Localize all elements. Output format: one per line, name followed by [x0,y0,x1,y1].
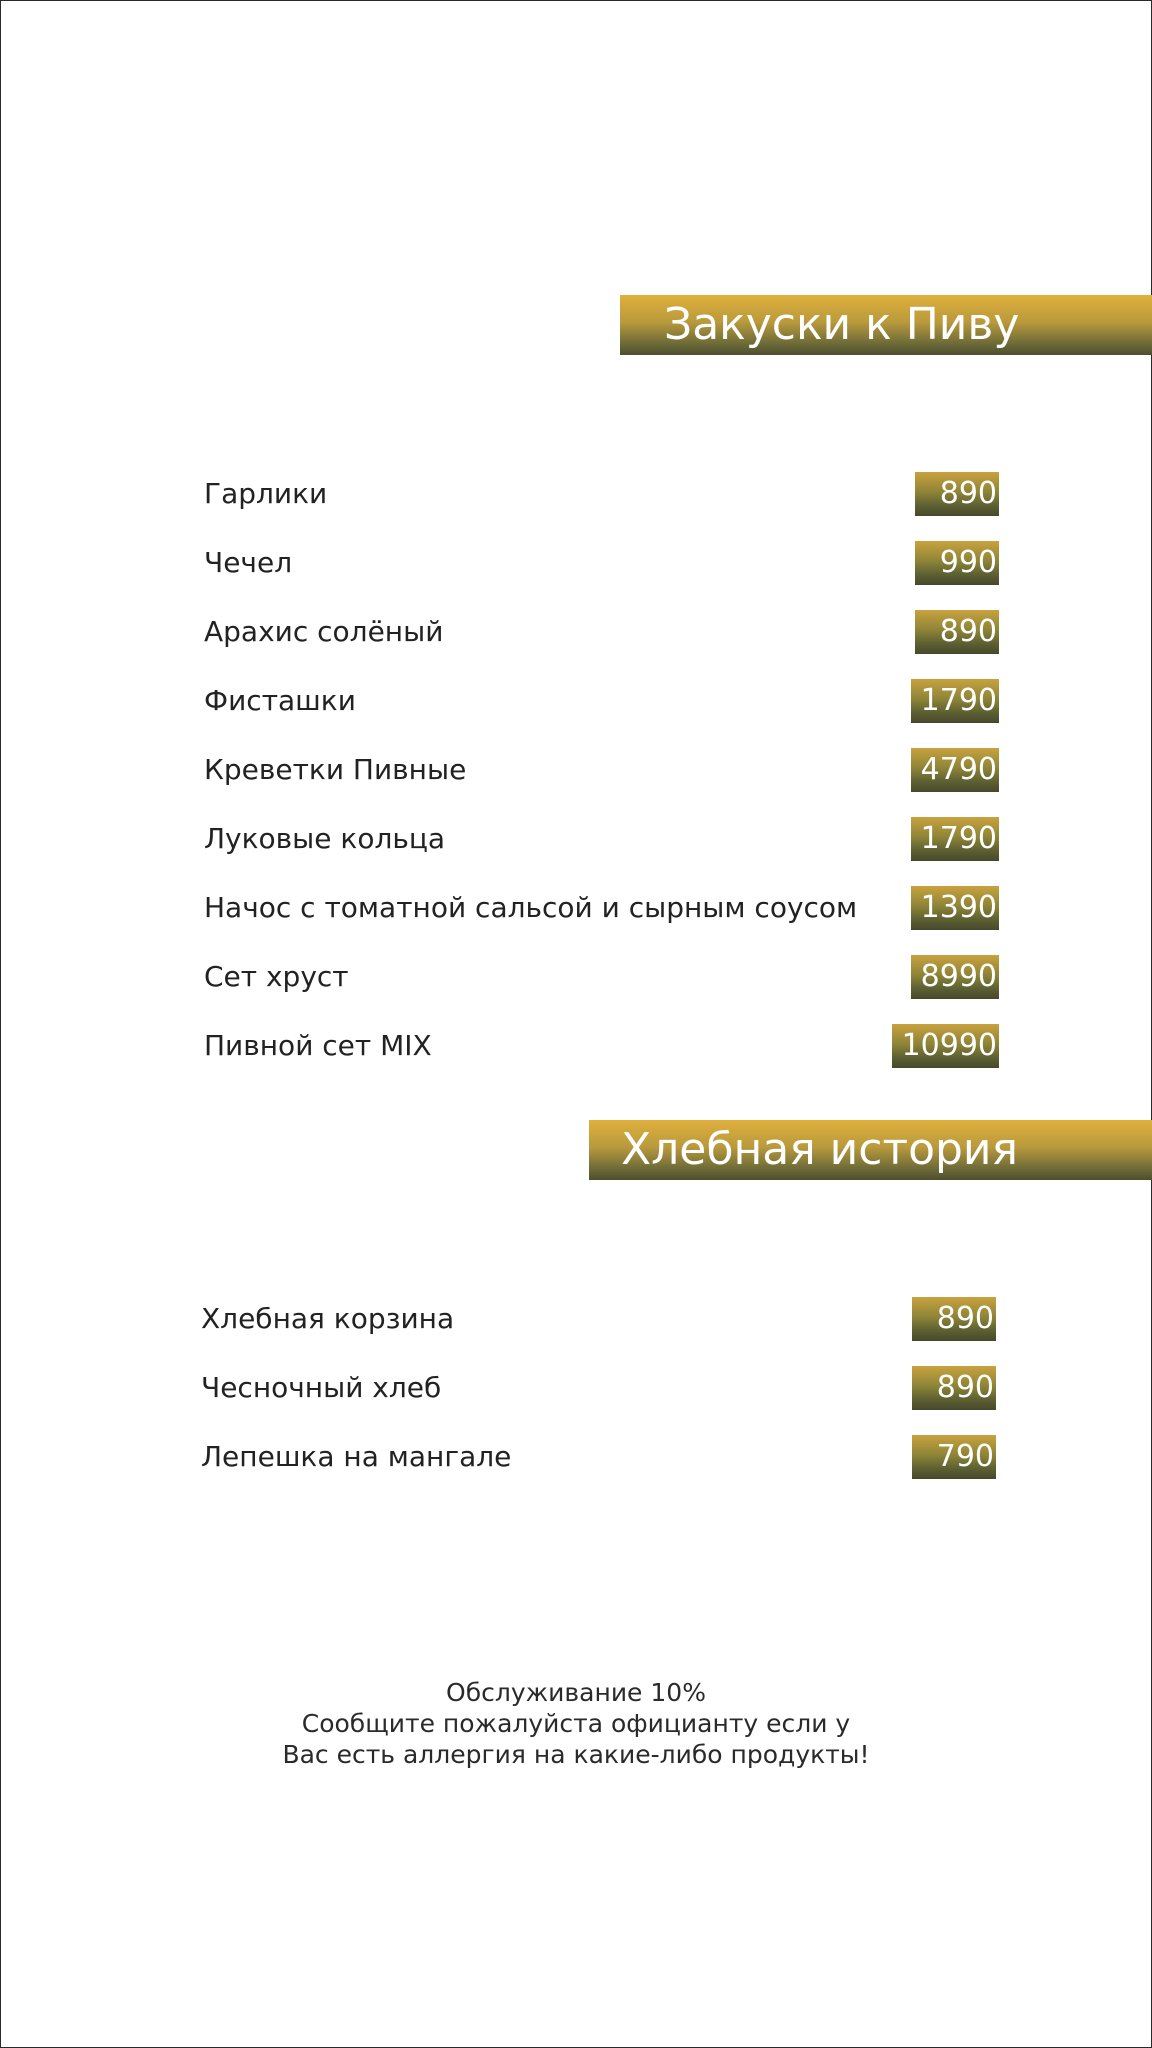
dish-price: 890 [912,1366,996,1410]
allergy-note-line-2: Вас есть аллергия на какие-либо продукты! [282,1740,870,1769]
menu-item [201,1435,996,1504]
menu-item [204,1024,999,1093]
menu-item [201,1366,996,1435]
menu-item [204,610,999,679]
dish-price: 890 [915,472,999,516]
menu-item [204,817,999,886]
menu-item [204,679,999,748]
dish-name: Креветки Пивные [204,753,467,786]
dish-name: Хлебная корзина [201,1302,455,1335]
menu-item [204,541,999,610]
dish-price: 890 [912,1297,996,1341]
service-charge-text: Обслуживание 10% [446,1678,706,1707]
dish-name: Начос с томатной сальсой и сырным соусом [204,891,858,924]
dish-price: 1790 [911,679,999,723]
dish-name: Пивной сет MIX [204,1029,432,1062]
menu-item [204,886,999,955]
menu-item [204,472,999,541]
allergy-note-line-1: Сообщите пожалуйста официанту если у [301,1709,851,1738]
dish-name: Арахис солёный [204,615,444,648]
dish-price: 8990 [911,955,999,999]
dish-name: Лепешка на мангале [201,1440,512,1473]
menu-item [204,955,999,1024]
dish-name: Чесночный хлеб [201,1371,442,1404]
dish-name: Чечел [204,546,293,579]
dish-name: Сет хруст [204,960,349,993]
bread-list [201,1297,996,1504]
dish-price: 890 [915,610,999,654]
dish-name: Луковые кольца [204,822,446,855]
dish-name: Фисташки [204,684,356,717]
dish-price: 990 [915,541,999,585]
menu-item [201,1297,996,1366]
dish-price: 1790 [911,817,999,861]
section-title-bread-story: Хлебная история [589,1120,1152,1180]
dish-price: 4790 [911,748,999,792]
service-note [0,1677,1152,1770]
section-title-beer-snacks: Закуски к Пиву [620,295,1152,355]
dish-price: 10990 [892,1024,999,1068]
dish-name: Гарлики [204,477,328,510]
dish-price: 790 [912,1435,996,1479]
menu-item [204,748,999,817]
dish-price: 1390 [911,886,999,930]
beer-snacks-list [204,472,999,1093]
